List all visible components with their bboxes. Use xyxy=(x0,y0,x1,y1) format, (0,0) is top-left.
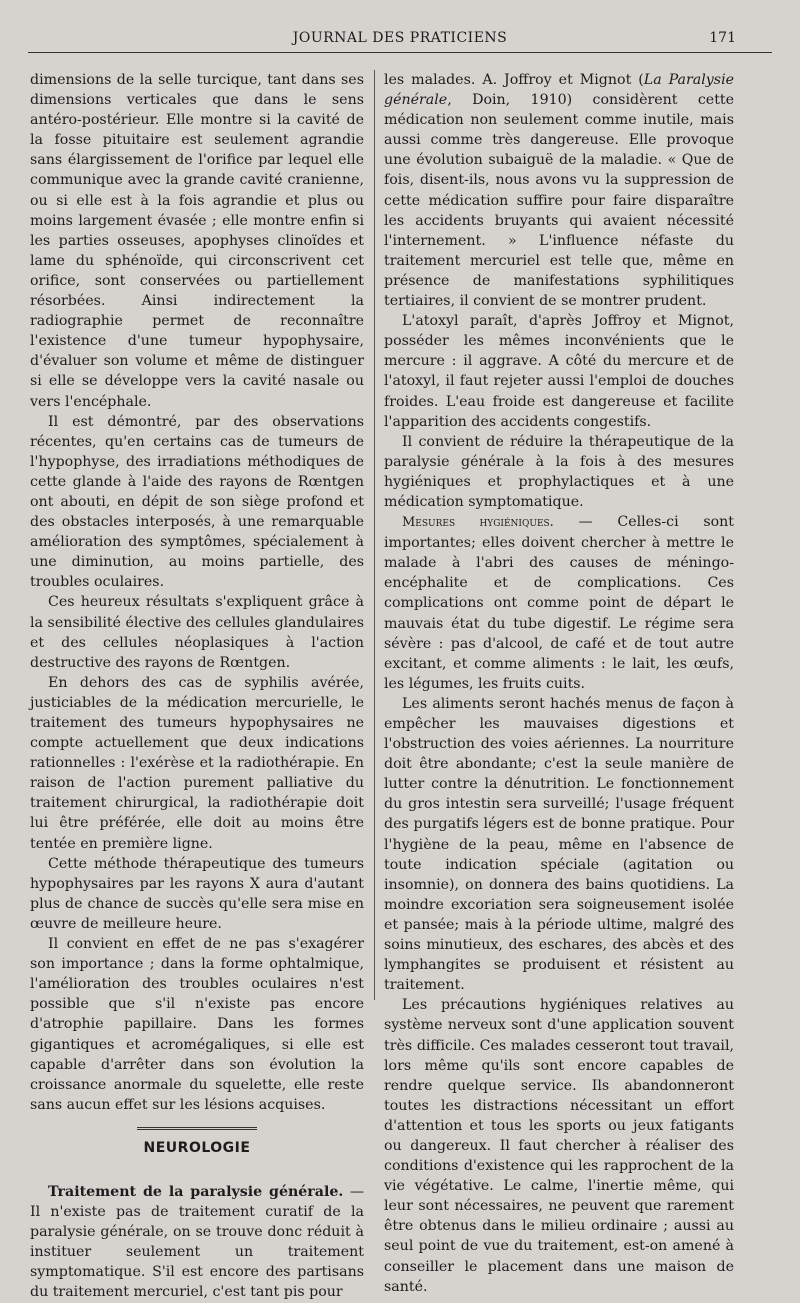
paragraph-text: — Il n'existe pas de traitement curatif de la paralysie générale, on se trouve donc réduit à instituer seulement un traitement symptomatique. S'il est encore des partisans du traitement mercuriel, c'est tant pis pour xyxy=(30,1183,365,1301)
paragraph: Il est démontré, par des observations récentes, qu'en certains cas de tumeurs de l'hypophyse, des irradiations méthodiques de cette glande à l'aide des rayons de Rœntgen ont abouti, en dépit de son siège profond et des obstacles interposés, à une remarquable amélioration des symptômes, spécialement à une diminution, au moins partielle, des troubles oculaires. xyxy=(30,413,364,591)
paragraph-text: , Doin, 1910) considèrent cette médication non seulement comme inutile, mais aussi comme très dangereuse. Elle provoque une évolution subaiguë de la maladie. « Que de fois, disent-ils, nous avons vu la suppression de cette médication suffire pour faire disparaître les accidents bruyants qui avaient nécessité l'internement. » L'influence néfaste du traitement mercuriel est telle que, même en présence de manifestations syphilitiques tertiaires, il convient de se montrer prudent. xyxy=(384,92,734,310)
right-column xyxy=(384,70,734,1297)
paragraph: Les précautions hygiéniques relatives au système nerveux sont d'une application souvent très difficile. Ces malades cesseront tout travail, lors même qu'ils sont encore capables de rendre quelque service. Ils abandonneront toutes les distractions nécessitant un effort d'attention et tous les sports ou jeux fatigants ou dangereux. Il faut chercher à réaliser des conditions d'existence qui les rapprochent de la vie végétative. Le calme, l'inertie même, qui leur sont nécessaires, ne peuvent que rarement être obtenus dans le milieu ordinaire ; aussi au seul point de vue du traitement, est-on amené à conseiller le placement dans une maison de santé. xyxy=(384,997,734,1295)
running-header xyxy=(28,28,772,53)
paragraph: L'atoxyl paraît, d'après Joffroy et Mignot, posséder les mêmes inconvénients que le mercure : il aggrave. A côté du mercure et de l'atoxyl, il faut rejeter aussi l'emploi de douches froides. L'eau froide est dangereuse et facilite l'apparition des accidents congestifs. xyxy=(384,313,734,430)
paragraph xyxy=(30,1182,364,1303)
paragraph xyxy=(384,70,734,311)
subsection-title: Mesures hygiéniques. xyxy=(402,515,554,531)
article-title: Traitement de la paralysie générale. xyxy=(48,1183,344,1200)
section-heading: NEUROLOGIE xyxy=(143,1139,251,1156)
paragraph: Il convient en effet de ne pas s'exagérer son importance ; dans la forme ophtalmique, l'amélioration des troubles oculaires n'est possible que s'il n'existe pas encore d'atrophie papillaire. Dans les formes gigantiques et acromégaliques, si elle est capable d'arrêter dans son évolution la croissance anormale du squelette, elle reste sans aucun effet sur les lésions acquises. xyxy=(30,936,364,1113)
paragraph: Les aliments seront hachés menus de façon à empêcher les mauvaises digestions et l'obstruction des voies aériennes. La nourriture doit être abondante; c'est la seule manière de lutter contre la dénutrition. Le fonctionnement du gros intestin sera surveillé; l'usage fréquent des purgatifs légers est de bonne pratique. Pour l'hygiène de la peau, même en l'absence de toute indication spéciale (agitation ou insomnie), on donnera des bains quotidiens. La moindre excoriation sera soigneusement isolée et pansée; mais à la période ultime, malgré des soins minutieux, des eschares, des abcès et des lymphangites se produisent et résistent au traitement. xyxy=(384,695,734,994)
cited-title: La Paralysie générale xyxy=(384,72,735,109)
paragraph-text: les malades. A. Joffroy et Mignot ( xyxy=(384,72,644,88)
section-separator xyxy=(137,1127,257,1130)
journal-title: JOURNAL DES PRATICIENS xyxy=(292,30,508,46)
paragraph: Ces heureux résultats s'expliquent grâce à la sensibilité élective des cellules glandulaires et des cellules néoplasiques à l'action destructive des rayons de Rœntgen. xyxy=(30,594,364,671)
paragraph: En dehors des cas de syphilis avérée, justiciables de la médication mercurielle, le traitement des tumeurs hypophysaires ne compte actuellement que deux indications rationnelles : l'exérèse et la radiothérapie. En raison de l'action purement palliative du traitement chirurgical, la radiothérapie doit lui être préférée, elle doit au moins être tentée en première ligne. xyxy=(30,674,364,852)
column-divider xyxy=(374,70,375,1000)
left-column xyxy=(30,70,364,1303)
paragraph xyxy=(384,512,734,694)
paragraph: Cette méthode thérapeutique des tumeurs hypophysaires par les rayons X aura d'autant plus de chance de succès qu'elle sera mise en œuvre de meilleure heure. xyxy=(30,855,364,932)
page-number: 171 xyxy=(709,30,736,46)
paragraph-text: — Celles-ci sont importantes; elles doivent chercher à mettre le malade à l'abri des causes de méningo-encéphalite et de complications. Ces complications ont comme point de départ le mauvais état du tube digestif. Le régime sera sévère : pas d'alcool, de café et de tout autre excitant, et comme aliments : le lait, les œufs, les légumes, les fruits cuits. xyxy=(384,514,734,692)
paragraph: Il convient de réduire la thérapeutique de la paralysie générale à la fois à des mesures hygiéniques et prophylactiques et à une médication symptomatique. xyxy=(384,433,734,510)
paragraph: dimensions de la selle turcique, tant dans ses dimensions verticales que dans le sens antéro-postérieur. Elle montre si la cavité de la fosse pituitaire est seulement agrandie sans élargissement de l'orifice par lequel elle communique avec la grande cavité cranienne, ou si elle est à la fois agrandie et plus ou moins largement évasée ; elle montre enfin si les parties osseuses, apophyses clinoïdes et lame du sphénoïde, qui circonscrivent cet orifice, sont conservées ou partiellement résorbées. Ainsi indirectement la radiographie permet de reconnaître l'existence d'une tumeur hypophysaire, d'évaluer son volume et même de distinguer si elle se développe vers la cavité nasale ou vers l'encéphale. xyxy=(30,72,364,410)
